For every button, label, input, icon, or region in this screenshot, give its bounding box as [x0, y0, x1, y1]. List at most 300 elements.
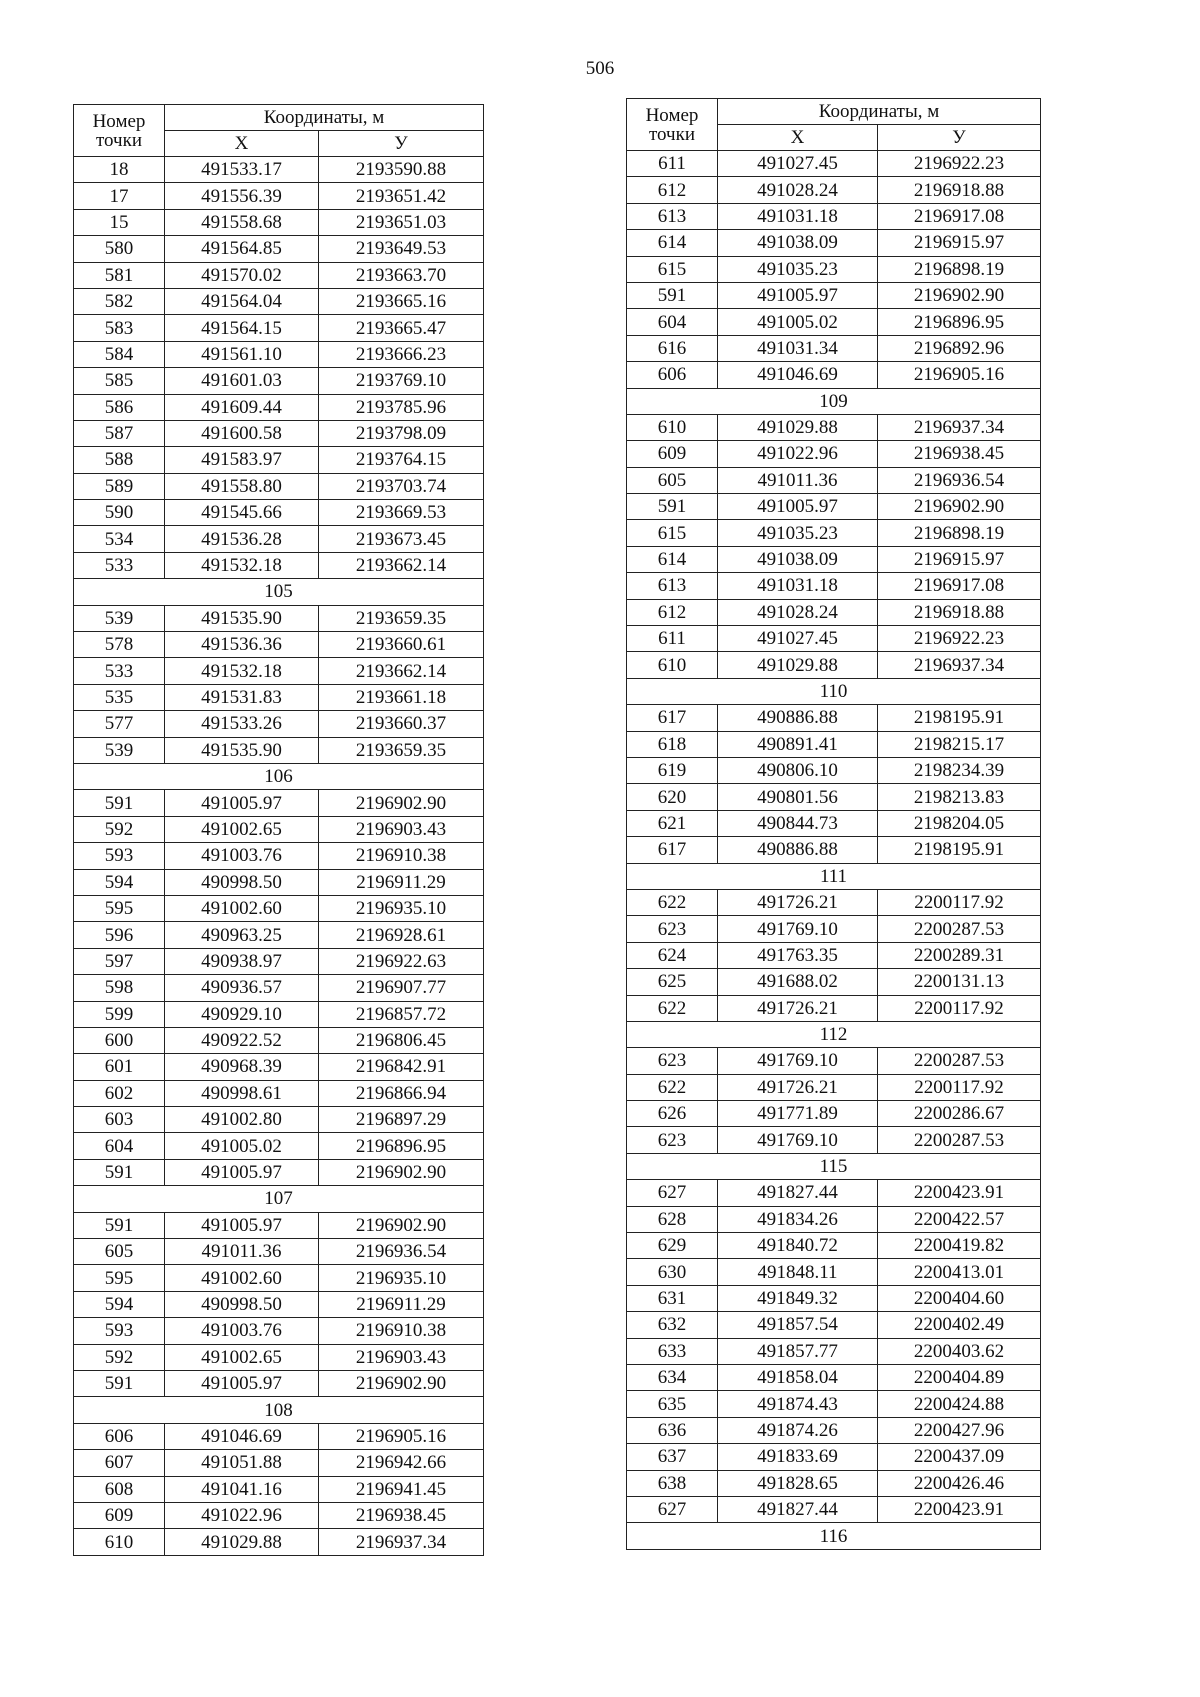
point-number-cell: 604 [627, 309, 718, 335]
x-coordinate-cell: 491029.88 [718, 652, 878, 678]
y-coordinate-cell: 2196937.34 [878, 414, 1041, 440]
x-header: X [718, 125, 878, 151]
table-row [74, 209, 484, 235]
x-coordinate-cell: 491002.60 [165, 895, 319, 921]
y-coordinate-cell: 2198195.91 [878, 705, 1041, 731]
section-row [74, 579, 484, 605]
x-coordinate-cell: 491834.26 [718, 1206, 878, 1232]
table-row [74, 816, 484, 842]
table-row [74, 368, 484, 394]
y-header: У [878, 125, 1041, 151]
y-coordinate-cell: 2193665.16 [319, 288, 484, 314]
y-coordinate-cell: 2196806.45 [319, 1027, 484, 1053]
table-row [627, 1074, 1041, 1100]
point-number-cell: 533 [74, 658, 165, 684]
x-coordinate-cell: 490998.50 [165, 1291, 319, 1317]
point-number-cell: 615 [627, 256, 718, 282]
point-number-cell: 594 [74, 1291, 165, 1317]
point-number-cell: 535 [74, 684, 165, 710]
point-number-cell: 595 [74, 895, 165, 921]
table-row [627, 1048, 1041, 1074]
table-row [74, 1265, 484, 1291]
x-coordinate-cell: 491005.97 [718, 494, 878, 520]
point-number-cell: 626 [627, 1101, 718, 1127]
table-row [74, 500, 484, 526]
y-coordinate-cell: 2200423.91 [878, 1180, 1041, 1206]
x-coordinate-cell: 491005.97 [165, 1159, 319, 1185]
y-coordinate-cell: 2200419.82 [878, 1233, 1041, 1259]
table-row [74, 526, 484, 552]
point-number-header-line2: точки [648, 123, 695, 145]
x-coordinate-cell: 491840.72 [718, 1233, 878, 1259]
y-coordinate-cell: 2193590.88 [319, 157, 484, 183]
table-row [627, 1470, 1041, 1496]
x-coordinate-cell: 491002.65 [165, 1344, 319, 1370]
table-row [627, 1417, 1041, 1443]
x-coordinate-cell: 491558.80 [165, 473, 319, 499]
point-number-cell: 619 [627, 757, 718, 783]
point-number-cell: 616 [627, 335, 718, 361]
table-row [627, 1338, 1041, 1364]
point-number-cell: 588 [74, 447, 165, 473]
y-coordinate-cell: 2193660.61 [319, 632, 484, 658]
y-coordinate-cell: 2193764.15 [319, 447, 484, 473]
point-number-cell: 533 [74, 552, 165, 578]
point-number-cell: 638 [627, 1470, 718, 1496]
table-row [74, 869, 484, 895]
x-coordinate-cell: 491005.97 [165, 1370, 319, 1396]
point-number-cell: 17 [74, 183, 165, 209]
point-number-cell: 597 [74, 948, 165, 974]
x-coordinate-cell: 491029.88 [718, 414, 878, 440]
x-coordinate-cell: 491046.69 [718, 362, 878, 388]
y-coordinate-cell: 2196902.90 [319, 1212, 484, 1238]
table-row [627, 1206, 1041, 1232]
table-row [627, 1180, 1041, 1206]
point-number-cell: 534 [74, 526, 165, 552]
point-number-cell: 611 [627, 626, 718, 652]
y-coordinate-cell: 2200117.92 [878, 995, 1041, 1021]
y-coordinate-cell: 2193669.53 [319, 500, 484, 526]
table-row [627, 1285, 1041, 1311]
point-number-cell: 596 [74, 922, 165, 948]
x-coordinate-cell: 491857.77 [718, 1338, 878, 1364]
table-row [627, 335, 1041, 361]
point-number-cell: 593 [74, 1318, 165, 1344]
point-number-cell: 613 [627, 573, 718, 599]
point-number-cell: 610 [627, 652, 718, 678]
x-coordinate-cell: 491533.17 [165, 157, 319, 183]
y-coordinate-cell: 2193659.35 [319, 737, 484, 763]
point-number-cell: 630 [627, 1259, 718, 1285]
x-coordinate-cell: 491031.18 [718, 203, 878, 229]
table-row [627, 757, 1041, 783]
y-coordinate-cell: 2196938.45 [319, 1502, 484, 1528]
x-coordinate-cell: 490963.25 [165, 922, 319, 948]
point-number-cell: 586 [74, 394, 165, 420]
table-row [627, 969, 1041, 995]
x-coordinate-cell: 491828.65 [718, 1470, 878, 1496]
section-number: 110 [627, 678, 1041, 704]
y-coordinate-cell: 2196935.10 [319, 895, 484, 921]
point-number-cell: 625 [627, 969, 718, 995]
point-number-cell: 605 [627, 467, 718, 493]
point-number-cell: 620 [627, 784, 718, 810]
table-row [74, 1529, 484, 1555]
point-number-cell: 610 [627, 414, 718, 440]
x-coordinate-cell: 491011.36 [718, 467, 878, 493]
y-coordinate-cell: 2196915.97 [878, 546, 1041, 572]
y-coordinate-cell: 2200404.89 [878, 1364, 1041, 1390]
point-number-cell: 607 [74, 1450, 165, 1476]
x-coordinate-cell: 491038.09 [718, 230, 878, 256]
point-number-cell: 621 [627, 810, 718, 836]
table-row [74, 1133, 484, 1159]
point-number-cell: 590 [74, 500, 165, 526]
table-row [627, 995, 1041, 1021]
point-number-cell: 628 [627, 1206, 718, 1232]
page-number: 506 [585, 58, 615, 79]
table-row [627, 414, 1041, 440]
point-number-cell: 591 [627, 494, 718, 520]
table-row [627, 282, 1041, 308]
table-row [627, 256, 1041, 282]
point-number-cell: 608 [74, 1476, 165, 1502]
x-coordinate-cell: 491833.69 [718, 1444, 878, 1470]
table-row [627, 494, 1041, 520]
table-row [74, 843, 484, 869]
x-coordinate-cell: 490886.88 [718, 705, 878, 731]
y-coordinate-cell: 2193798.09 [319, 420, 484, 446]
y-coordinate-cell: 2196902.90 [319, 790, 484, 816]
y-coordinate-cell: 2196898.19 [878, 256, 1041, 282]
x-coordinate-cell: 491051.88 [165, 1450, 319, 1476]
y-coordinate-cell: 2196866.94 [319, 1080, 484, 1106]
y-coordinate-cell: 2196922.63 [319, 948, 484, 974]
table-row [627, 203, 1041, 229]
x-coordinate-cell: 491583.97 [165, 447, 319, 473]
y-coordinate-cell: 2198215.17 [878, 731, 1041, 757]
x-coordinate-cell: 491726.21 [718, 1074, 878, 1100]
x-coordinate-cell: 491029.88 [165, 1529, 319, 1555]
y-coordinate-cell: 2196905.16 [319, 1423, 484, 1449]
coordinates-table-left [73, 104, 484, 1556]
table-row [74, 1080, 484, 1106]
table-row [627, 1312, 1041, 1338]
y-coordinate-cell: 2193703.74 [319, 473, 484, 499]
point-number-cell: 633 [627, 1338, 718, 1364]
table-row [627, 784, 1041, 810]
y-coordinate-cell: 2196937.34 [319, 1529, 484, 1555]
x-coordinate-cell: 491011.36 [165, 1239, 319, 1265]
table-row [74, 1001, 484, 1027]
x-header: X [165, 131, 319, 157]
x-coordinate-cell: 491532.18 [165, 658, 319, 684]
x-coordinate-cell: 491531.83 [165, 684, 319, 710]
point-number-cell: 580 [74, 236, 165, 262]
x-coordinate-cell: 491027.45 [718, 626, 878, 652]
y-coordinate-cell: 2196898.19 [878, 520, 1041, 546]
table-row [627, 916, 1041, 942]
x-coordinate-cell: 491532.18 [165, 552, 319, 578]
section-row [74, 1397, 484, 1423]
table-row [74, 288, 484, 314]
point-number-cell: 614 [627, 230, 718, 256]
y-coordinate-cell: 2196911.29 [319, 1291, 484, 1317]
point-number-cell: 605 [74, 1239, 165, 1265]
table-row [74, 1423, 484, 1449]
table-row [74, 236, 484, 262]
table-row [74, 262, 484, 288]
x-coordinate-cell: 491848.11 [718, 1259, 878, 1285]
table-row [74, 948, 484, 974]
y-coordinate-cell: 2198195.91 [878, 837, 1041, 863]
point-number-cell: 611 [627, 151, 718, 177]
table-row [627, 1127, 1041, 1153]
x-coordinate-cell: 491827.44 [718, 1496, 878, 1522]
table-row [74, 473, 484, 499]
point-number-cell: 636 [627, 1417, 718, 1443]
x-coordinate-cell: 490998.50 [165, 869, 319, 895]
point-number-cell: 578 [74, 632, 165, 658]
table-row [627, 599, 1041, 625]
x-coordinate-cell: 491769.10 [718, 1127, 878, 1153]
x-coordinate-cell: 490936.57 [165, 975, 319, 1001]
y-coordinate-cell: 2200117.92 [878, 1074, 1041, 1100]
section-number: 115 [627, 1153, 1041, 1179]
point-number-cell: 612 [627, 177, 718, 203]
table-row [74, 157, 484, 183]
section-number: 109 [627, 388, 1041, 414]
y-coordinate-cell: 2200404.60 [878, 1285, 1041, 1311]
x-coordinate-cell: 491763.35 [718, 942, 878, 968]
y-coordinate-cell: 2196857.72 [319, 1001, 484, 1027]
y-coordinate-cell: 2196937.34 [878, 652, 1041, 678]
y-coordinate-cell: 2196935.10 [319, 1265, 484, 1291]
x-coordinate-cell: 491874.43 [718, 1391, 878, 1417]
point-number-header-line2: точки [95, 129, 142, 151]
y-coordinate-cell: 2200403.62 [878, 1338, 1041, 1364]
x-coordinate-cell: 491536.36 [165, 632, 319, 658]
x-coordinate-cell: 491005.02 [165, 1133, 319, 1159]
table-row [74, 394, 484, 420]
x-coordinate-cell: 491005.97 [165, 790, 319, 816]
x-coordinate-cell: 491564.15 [165, 315, 319, 341]
point-number-cell: 631 [627, 1285, 718, 1311]
point-number-cell: 600 [74, 1027, 165, 1053]
table-row [627, 705, 1041, 731]
table-body-left [74, 157, 484, 1556]
table-row [627, 626, 1041, 652]
x-coordinate-cell: 491041.16 [165, 1476, 319, 1502]
y-coordinate-cell: 2196896.95 [878, 309, 1041, 335]
y-coordinate-cell: 2196938.45 [878, 441, 1041, 467]
coordinates-header: Координаты, м [718, 99, 1041, 125]
table-row [74, 1450, 484, 1476]
table-row [74, 1476, 484, 1502]
x-coordinate-cell: 491769.10 [718, 1048, 878, 1074]
point-number-cell: 627 [627, 1496, 718, 1522]
x-coordinate-cell: 490922.52 [165, 1027, 319, 1053]
table-row [74, 420, 484, 446]
x-coordinate-cell: 491827.44 [718, 1180, 878, 1206]
table-row [74, 1344, 484, 1370]
table-row [627, 731, 1041, 757]
y-coordinate-cell: 2198204.05 [878, 810, 1041, 836]
point-number-cell: 604 [74, 1133, 165, 1159]
point-number-cell: 632 [627, 1312, 718, 1338]
table-row [627, 177, 1041, 203]
x-coordinate-cell: 491726.21 [718, 995, 878, 1021]
y-coordinate-cell: 2200402.49 [878, 1312, 1041, 1338]
table-row [627, 362, 1041, 388]
section-row [74, 1186, 484, 1212]
x-coordinate-cell: 491005.97 [718, 282, 878, 308]
point-number-cell: 622 [627, 1074, 718, 1100]
point-number-cell: 617 [627, 837, 718, 863]
y-coordinate-cell: 2193663.70 [319, 262, 484, 288]
y-coordinate-cell: 2193673.45 [319, 526, 484, 552]
y-coordinate-cell: 2196917.08 [878, 203, 1041, 229]
point-number-cell: 614 [627, 546, 718, 572]
table-row [627, 810, 1041, 836]
table-row [627, 546, 1041, 572]
x-coordinate-cell: 491564.85 [165, 236, 319, 262]
x-coordinate-cell: 491564.04 [165, 288, 319, 314]
point-number-cell: 609 [74, 1502, 165, 1528]
x-coordinate-cell: 491027.45 [718, 151, 878, 177]
table-row [627, 520, 1041, 546]
y-coordinate-cell: 2200289.31 [878, 942, 1041, 968]
table-row [74, 605, 484, 631]
table-row [74, 1370, 484, 1396]
x-coordinate-cell: 491874.26 [718, 1417, 878, 1443]
x-coordinate-cell: 491046.69 [165, 1423, 319, 1449]
y-coordinate-cell: 2196936.54 [319, 1239, 484, 1265]
point-number-cell: 591 [74, 1370, 165, 1396]
table-row [74, 183, 484, 209]
y-coordinate-cell: 2200287.53 [878, 1048, 1041, 1074]
table-row [74, 1318, 484, 1344]
table-row [627, 467, 1041, 493]
y-coordinate-cell: 2196907.77 [319, 975, 484, 1001]
x-coordinate-cell: 491688.02 [718, 969, 878, 995]
table-row [74, 711, 484, 737]
table-row [627, 151, 1041, 177]
point-number-cell: 15 [74, 209, 165, 235]
x-coordinate-cell: 491536.28 [165, 526, 319, 552]
y-coordinate-cell: 2196918.88 [878, 599, 1041, 625]
y-coordinate-cell: 2200427.96 [878, 1417, 1041, 1443]
x-coordinate-cell: 491002.65 [165, 816, 319, 842]
point-number-cell: 591 [74, 1212, 165, 1238]
point-number-cell: 593 [74, 843, 165, 869]
point-number-cell: 603 [74, 1107, 165, 1133]
point-number-cell: 623 [627, 1127, 718, 1153]
x-coordinate-cell: 491857.54 [718, 1312, 878, 1338]
table-row [627, 441, 1041, 467]
section-number: 105 [74, 579, 484, 605]
table-row [627, 837, 1041, 863]
y-coordinate-cell: 2196902.90 [878, 282, 1041, 308]
point-number-cell: 601 [74, 1054, 165, 1080]
table-row [627, 1496, 1041, 1522]
y-coordinate-cell: 2193651.03 [319, 209, 484, 235]
point-number-cell: 598 [74, 975, 165, 1001]
table-row [74, 1054, 484, 1080]
point-number-cell: 585 [74, 368, 165, 394]
point-number-cell: 539 [74, 605, 165, 631]
section-row [627, 678, 1041, 704]
x-coordinate-cell: 491535.90 [165, 605, 319, 631]
x-coordinate-cell: 491535.90 [165, 737, 319, 763]
table-row [627, 1364, 1041, 1390]
point-number-cell: 629 [627, 1233, 718, 1259]
point-number-cell: 583 [74, 315, 165, 341]
table-row [627, 309, 1041, 335]
y-coordinate-cell: 2200437.09 [878, 1444, 1041, 1470]
x-coordinate-cell: 491849.32 [718, 1285, 878, 1311]
y-coordinate-cell: 2200131.13 [878, 969, 1041, 995]
y-coordinate-cell: 2200423.91 [878, 1496, 1041, 1522]
y-coordinate-cell: 2196910.38 [319, 843, 484, 869]
y-coordinate-cell: 2196928.61 [319, 922, 484, 948]
point-number-cell: 624 [627, 942, 718, 968]
table-row [74, 1291, 484, 1317]
table-body-right [627, 151, 1041, 1550]
y-coordinate-cell: 2200422.57 [878, 1206, 1041, 1232]
y-coordinate-cell: 2193659.35 [319, 605, 484, 631]
x-coordinate-cell: 491005.02 [718, 309, 878, 335]
x-coordinate-cell: 491022.96 [165, 1502, 319, 1528]
y-coordinate-cell: 2196942.66 [319, 1450, 484, 1476]
y-coordinate-cell: 2193660.37 [319, 711, 484, 737]
section-number: 116 [627, 1523, 1041, 1549]
point-number-cell: 627 [627, 1180, 718, 1206]
x-coordinate-cell: 491600.58 [165, 420, 319, 446]
table-row [627, 1259, 1041, 1285]
point-number-cell: 602 [74, 1080, 165, 1106]
point-number-cell: 637 [627, 1444, 718, 1470]
x-coordinate-cell: 491556.39 [165, 183, 319, 209]
point-number-cell: 622 [627, 995, 718, 1021]
point-number-cell: 613 [627, 203, 718, 229]
y-coordinate-cell: 2200287.53 [878, 916, 1041, 942]
x-coordinate-cell: 490938.97 [165, 948, 319, 974]
y-coordinate-cell: 2193785.96 [319, 394, 484, 420]
point-number-cell: 622 [627, 889, 718, 915]
point-number-cell: 18 [74, 157, 165, 183]
table-row [627, 942, 1041, 968]
x-coordinate-cell: 491558.68 [165, 209, 319, 235]
x-coordinate-cell: 491858.04 [718, 1364, 878, 1390]
section-number: 106 [74, 763, 484, 789]
section-row [627, 1523, 1041, 1549]
y-coordinate-cell: 2200424.88 [878, 1391, 1041, 1417]
y-coordinate-cell: 2196902.90 [878, 494, 1041, 520]
table-row [74, 922, 484, 948]
section-row [627, 863, 1041, 889]
x-coordinate-cell: 490968.39 [165, 1054, 319, 1080]
table-row [627, 230, 1041, 256]
x-coordinate-cell: 490998.61 [165, 1080, 319, 1106]
y-coordinate-cell: 2196903.43 [319, 816, 484, 842]
table-row [74, 447, 484, 473]
y-coordinate-cell: 2193769.10 [319, 368, 484, 394]
y-coordinate-cell: 2200426.46 [878, 1470, 1041, 1496]
x-coordinate-cell: 491570.02 [165, 262, 319, 288]
point-number-cell: 587 [74, 420, 165, 446]
